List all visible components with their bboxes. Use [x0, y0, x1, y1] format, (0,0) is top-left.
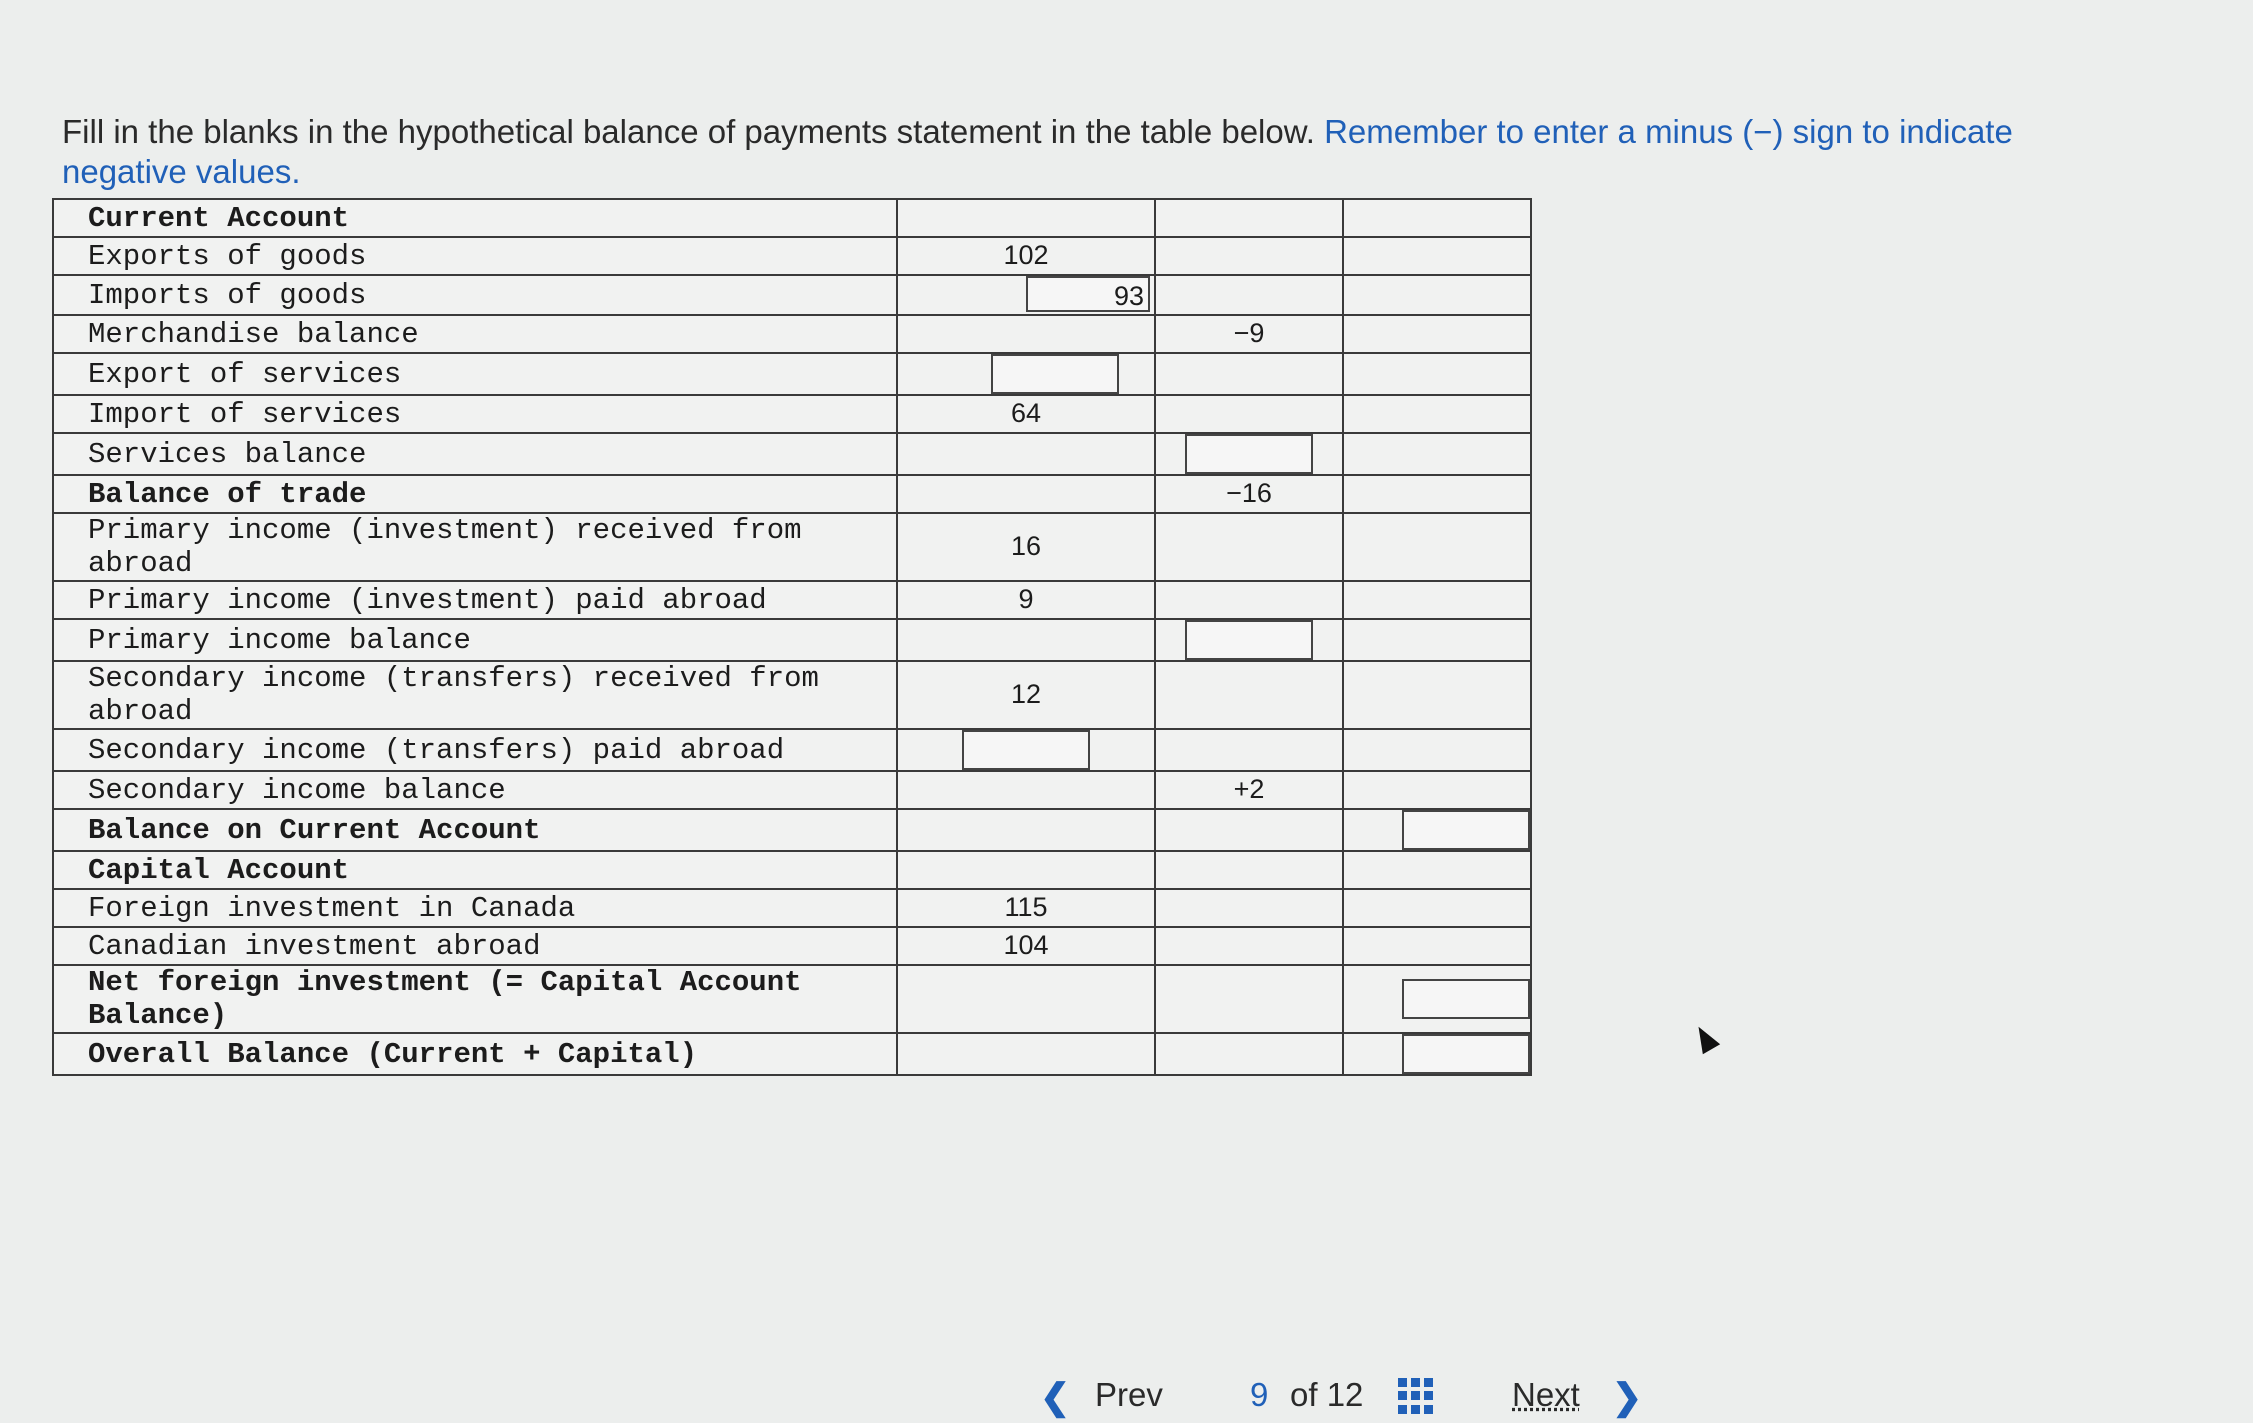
- secondary-balance-value: +2: [1233, 773, 1265, 804]
- canadian-investment-label: Canadian investment abroad: [53, 927, 897, 965]
- merchandise-balance-label: Merchandise balance: [53, 315, 897, 353]
- secondary-balance-label: Secondary income balance: [53, 771, 897, 809]
- services-balance-label: Services balance: [53, 433, 897, 475]
- canadian-investment-value: 104: [1003, 929, 1049, 960]
- chevron-left-icon[interactable]: ❮: [1040, 1376, 1071, 1417]
- import-services-value: 64: [1010, 397, 1042, 428]
- net-foreign-investment-input[interactable]: [1402, 979, 1530, 1019]
- chevron-right-icon[interactable]: ❯: [1612, 1376, 1643, 1417]
- imports-goods-label: Imports of goods: [53, 275, 897, 315]
- merchandise-balance-value: −9: [1233, 317, 1265, 348]
- primary-balance-label: Primary income balance: [53, 619, 897, 661]
- net-foreign-investment-label: Net foreign investment (= Capital Account Balance): [53, 965, 897, 1033]
- services-balance-input[interactable]: [1185, 434, 1313, 474]
- primary-balance-input[interactable]: [1185, 620, 1313, 660]
- exports-goods-value: 102: [1003, 239, 1049, 270]
- secondary-received-label: Secondary income (transfers) received from abroad: [53, 661, 897, 729]
- secondary-paid-input[interactable]: [962, 730, 1090, 770]
- secondary-paid-label: Secondary income (transfers) paid abroad: [53, 729, 897, 771]
- foreign-investment-label: Foreign investment in Canada: [53, 889, 897, 927]
- exports-goods-label: Exports of goods: [53, 237, 897, 275]
- balance-of-payments-table: [52, 198, 1532, 1076]
- export-services-input[interactable]: [991, 354, 1119, 394]
- balance-of-trade-value: −16: [1226, 477, 1272, 508]
- instructions: [62, 112, 2062, 192]
- prev-button[interactable]: Prev: [1095, 1376, 1163, 1413]
- primary-paid-value: 9: [1018, 583, 1034, 614]
- page-total: of 12: [1290, 1376, 1364, 1413]
- imports-goods-input[interactable]: 93: [1026, 276, 1150, 312]
- balance-current-label: Balance on Current Account: [53, 809, 897, 851]
- foreign-investment-value: 115: [1004, 891, 1048, 922]
- instructions-text: Fill in the blanks in the hypothetical balance of payments statement in the table below.: [62, 113, 1315, 150]
- primary-received-value: 16: [1010, 530, 1042, 561]
- secondary-received-value: 12: [1010, 678, 1042, 709]
- overall-balance-input[interactable]: [1402, 1034, 1530, 1074]
- instructions-note: Remember to enter a minus (−) sign to indicate negative values.: [62, 113, 2013, 190]
- export-services-label: Export of services: [53, 353, 897, 395]
- page-grid-icon[interactable]: [1398, 1378, 1434, 1414]
- import-services-label: Import of services: [53, 395, 897, 433]
- overall-balance-label: Overall Balance (Current + Capital): [53, 1033, 897, 1075]
- capital-account-heading: Capital Account: [53, 851, 897, 889]
- mouse-cursor-icon: [1690, 1022, 1720, 1055]
- primary-received-label: Primary income (investment) received from abroad: [53, 513, 897, 581]
- balance-of-trade-label: Balance of trade: [53, 475, 897, 513]
- current-page-number: 9: [1250, 1376, 1269, 1413]
- balance-current-input[interactable]: [1402, 810, 1530, 850]
- next-button[interactable]: Next: [1512, 1376, 1580, 1413]
- primary-paid-label: Primary income (investment) paid abroad: [53, 581, 897, 619]
- current-account-heading: Current Account: [53, 199, 897, 237]
